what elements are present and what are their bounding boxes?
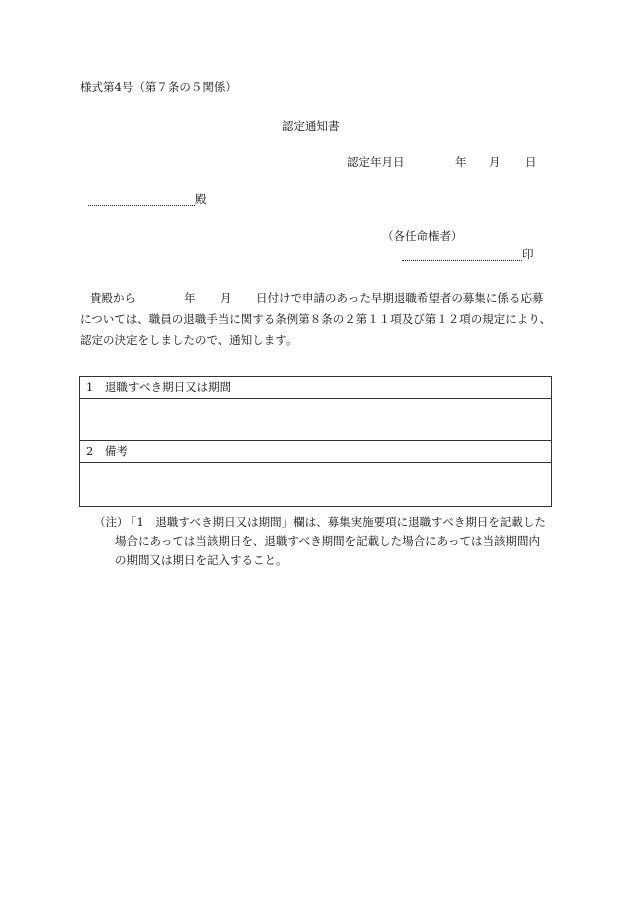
- remarks-field: [80, 463, 552, 507]
- addressee-suffix: 殿: [195, 192, 207, 206]
- body-line-1: [80, 288, 560, 309]
- footnote-text-3: の期間又は期日を記入すること。: [115, 553, 288, 567]
- remarks-label: 2 備考: [80, 441, 552, 463]
- retirement-date-field: [80, 399, 552, 441]
- footnote: [94, 513, 564, 570]
- retirement-date-label: 1 退職すべき期日又は期間: [80, 377, 552, 399]
- body-line-1-start: 貴殿から: [90, 291, 136, 305]
- footnote-text-1: 「1 退職すべき期日又は期間」欄は、募集実施要項に退職すべき期日を記載した: [125, 515, 546, 529]
- footnote-line-1: [94, 513, 564, 532]
- seal-line: [402, 249, 534, 261]
- addressee-line: [88, 194, 207, 206]
- info-table: [79, 376, 552, 507]
- body-line-1-year: 年: [184, 291, 196, 305]
- authority-label: （各任命権者）: [382, 229, 463, 243]
- document-title: 認定通知書: [282, 119, 340, 133]
- body-text: [80, 288, 560, 351]
- footnote-line-3: [94, 551, 564, 570]
- footnote-line-2: [94, 532, 564, 551]
- body-line-1-rest: 日付けで申請のあった早期退職希望者の募集に係る応募: [256, 291, 544, 305]
- date-month-label: 月: [489, 155, 501, 169]
- body-line-2: については、職員の退職手当に関する条例第８条の２第１１項及び第１２項の規定により、: [80, 312, 552, 326]
- date-label: 認定年月日: [347, 155, 405, 169]
- signature-blank: [402, 250, 522, 261]
- form-number: 様式第4号（第７条の５関係）: [80, 80, 237, 94]
- date-year-label: 年: [455, 155, 467, 169]
- footnote-text-2: 場合にあっては当該期日を、退職すべき期間を記載した場合にあっては当該期間内: [115, 534, 541, 548]
- body-line-1-month: 月: [220, 291, 232, 305]
- addressee-blank: [88, 195, 195, 206]
- seal-mark: 印: [522, 247, 534, 261]
- body-line-3: 認定の決定をしましたので、通知します。: [80, 333, 298, 347]
- footnote-label: （注）: [94, 515, 129, 529]
- date-day-label: 日: [525, 155, 537, 169]
